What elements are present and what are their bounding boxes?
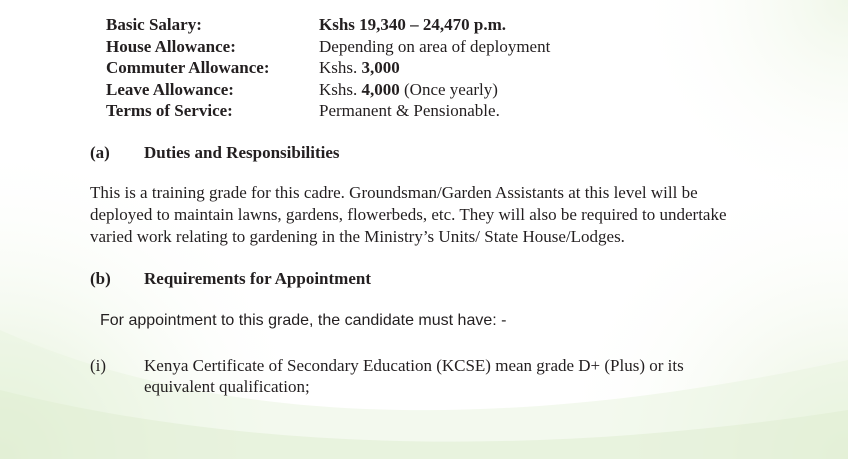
terms-value-amount: 4,000 xyxy=(361,79,400,99)
terms-row xyxy=(106,14,550,36)
terms-value-leave-allowance xyxy=(319,79,498,101)
requirement-line: equivalent qualification; xyxy=(144,377,310,396)
terms-value-commuter-allowance xyxy=(319,57,400,79)
terms-value-terms-of-service xyxy=(319,100,500,122)
requirement-line: Kenya Certificate of Secondary Education (KCSE) mean grade D+ (Plus) or its xyxy=(144,356,684,375)
paragraph-line: deployed to maintain lawns, gardens, flowerbeds, etc. They will also be required to undertake xyxy=(90,205,727,224)
terms-row xyxy=(106,100,550,122)
terms-value-basic-salary xyxy=(319,14,506,36)
terms-row xyxy=(106,57,550,79)
terms-table xyxy=(106,14,550,122)
section-marker: (a) xyxy=(90,143,110,162)
terms-label-house-allowance: House Allowance: xyxy=(106,36,236,56)
requirement-text xyxy=(144,355,684,397)
terms-label-basic-salary: Basic Salary: xyxy=(106,15,202,34)
terms-label-terms-of-service: Terms of Service: xyxy=(106,101,233,120)
paragraph-line: varied work relating to gardening in the Ministry’s Units/ State House/Lodges. xyxy=(90,227,625,246)
section-heading-requirements xyxy=(90,269,371,289)
section-marker: (b) xyxy=(90,269,111,288)
terms-label-leave-allowance: Leave Allowance: xyxy=(106,79,234,99)
terms-row xyxy=(106,79,550,101)
section-title: Duties and Responsibilities xyxy=(144,143,340,162)
section-title: Requirements for Appointment xyxy=(144,269,371,288)
paragraph-line: This is a training grade for this cadre. Groundsman/Garden Assistants at this level will be xyxy=(90,183,698,202)
terms-value-text: Depending on area of deployment xyxy=(319,36,551,56)
terms-value-suffix: (Once yearly) xyxy=(399,79,498,99)
list-marker: (i) xyxy=(90,356,107,375)
terms-value-prefix: Kshs. xyxy=(319,58,362,77)
terms-value-prefix: Kshs. xyxy=(319,79,362,99)
terms-value-house-allowance xyxy=(319,36,550,58)
terms-value-text: Permanent & Pensionable. xyxy=(319,101,500,120)
terms-row xyxy=(106,36,550,58)
terms-value-text: Kshs 19,340 – 24,470 p.m. xyxy=(319,15,507,34)
requirements-intro: For appointment to this grade, the candidate must have: - xyxy=(100,312,507,329)
duties-paragraph xyxy=(90,182,770,248)
terms-value-amount: 3,000 xyxy=(361,58,400,77)
terms-label-commuter-allowance: Commuter Allowance: xyxy=(106,58,270,77)
requirement-item xyxy=(90,355,684,397)
section-heading-duties xyxy=(90,143,340,163)
